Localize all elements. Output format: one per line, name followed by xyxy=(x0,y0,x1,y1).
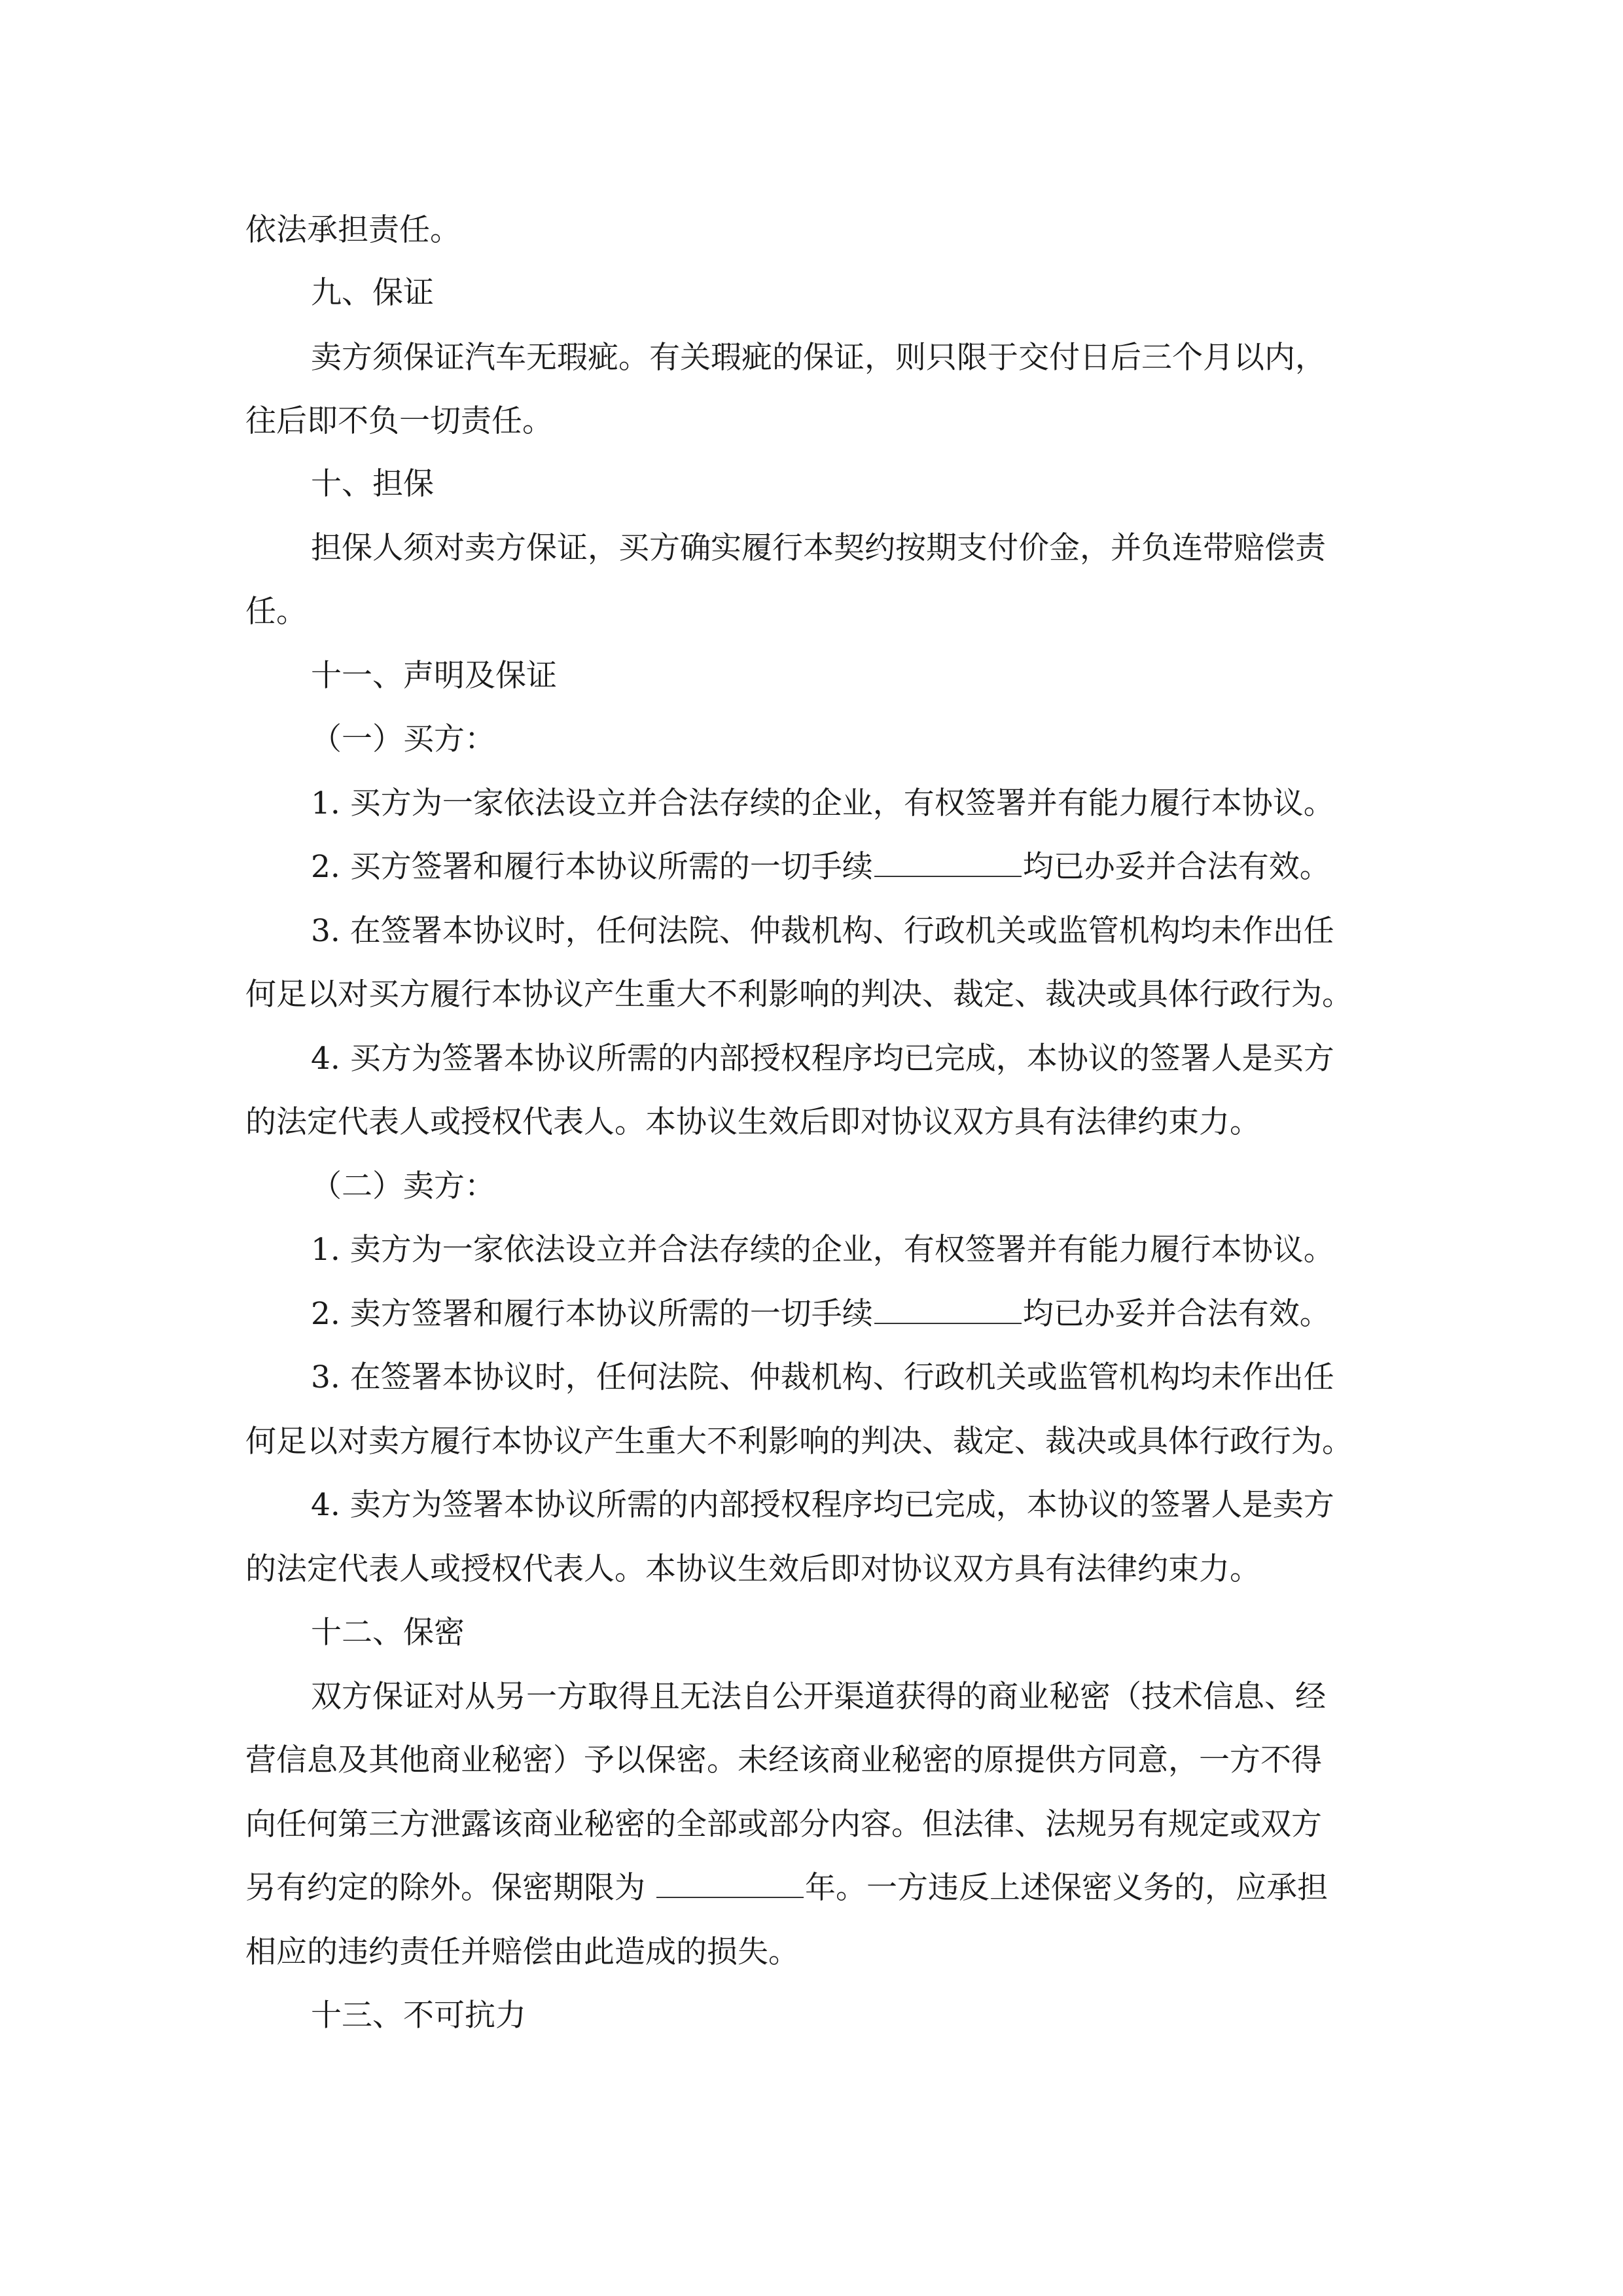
paragraph-line: 营信息及其他商业秘密）予以保密。未经该商业秘密的原提供方同意，一方不得 xyxy=(245,1742,1322,1778)
subsection-heading-seller: （二）卖方： xyxy=(311,1168,495,1204)
paragraph-line: 担保人须对卖方保证，买方确实履行本契约按期支付价金，并负连带赔偿责 xyxy=(311,530,1326,566)
paragraph-line: 依法承担责任。 xyxy=(245,212,461,248)
subsection-heading-buyer: （一）买方： xyxy=(311,721,495,757)
paragraph-line xyxy=(245,1869,1328,1908)
section-heading-11: 十一、声明及保证 xyxy=(311,658,557,694)
text-segment: 均已办妥并合法有效。 xyxy=(1022,849,1330,885)
section-heading-10: 十、担保 xyxy=(311,466,434,502)
text-segment: 年。一方违反上述保密义务的，应承担 xyxy=(804,1870,1328,1906)
paragraph-line: 的法定代表人或授权代表人。本协议生效后即对协议双方具有法律约束力。 xyxy=(245,1551,1260,1587)
paragraph-line: 1. 卖方为一家依法设立并合法存续的企业，有权签署并有能力履行本协议。 xyxy=(311,1232,1334,1268)
paragraph-line: 3. 在签署本协议时，任何法院、仲裁机构、行政机关或监管机构均未作出任 xyxy=(311,1359,1334,1395)
paragraph-line: 何足以对买方履行本协议产生重大不利影响的判决、裁定、裁决或具体行政行为。 xyxy=(245,977,1353,1013)
paragraph-line xyxy=(311,1295,1330,1334)
paragraph-line: 3. 在签署本协议时，任何法院、仲裁机构、行政机关或监管机构均未作出任 xyxy=(311,913,1334,949)
text-segment: 2. 买方签署和履行本协议所需的一切手续 xyxy=(311,849,873,885)
section-heading-9: 九、保证 xyxy=(311,275,434,311)
paragraph-line: 何足以对卖方履行本协议产生重大不利影响的判决、裁定、裁决或具体行政行为。 xyxy=(245,1424,1353,1460)
paragraph-line xyxy=(311,848,1330,887)
text-segment: 另有约定的除外。保密期限为 xyxy=(245,1870,645,1906)
paragraph-line: 4. 卖方为签署本协议所需的内部授权程序均已完成，本协议的签署人是卖方 xyxy=(311,1487,1334,1523)
paragraph-line: 的法定代表人或授权代表人。本协议生效后即对协议双方具有法律约束力。 xyxy=(245,1104,1260,1140)
fill-in-blank[interactable] xyxy=(874,1295,1022,1324)
section-heading-13: 十三、不可抗力 xyxy=(311,1998,526,2034)
paragraph-line: 1. 买方为一家依法设立并合法存续的企业，有权签署并有能力履行本协议。 xyxy=(311,785,1334,821)
fill-in-blank[interactable] xyxy=(656,1869,804,1898)
paragraph-line: 向任何第三方泄露该商业秘密的全部或部分内容。但法律、法规另有规定或双方 xyxy=(245,1806,1322,1842)
fill-in-blank[interactable] xyxy=(874,848,1022,877)
paragraph-line: 任。 xyxy=(245,594,307,630)
text-segment: 2. 卖方签署和履行本协议所需的一切手续 xyxy=(311,1296,873,1332)
paragraph-line: 4. 买方为签署本协议所需的内部授权程序均已完成，本协议的签署人是买方 xyxy=(311,1041,1334,1077)
section-heading-12: 十二、保密 xyxy=(311,1615,465,1651)
paragraph-line: 相应的违约责任并赔偿由此造成的损失。 xyxy=(245,1934,799,1970)
paragraph-line: 往后即不负一切责任。 xyxy=(245,403,553,439)
paragraph-line: 双方保证对从另一方取得且无法自公开渠道获得的商业秘密（技术信息、经 xyxy=(311,1679,1326,1715)
text-segment: 均已办妥并合法有效。 xyxy=(1022,1296,1330,1332)
paragraph-line: 卖方须保证汽车无瑕疵。有关瑕疵的保证，则只限于交付日后三个月以内， xyxy=(311,340,1326,376)
